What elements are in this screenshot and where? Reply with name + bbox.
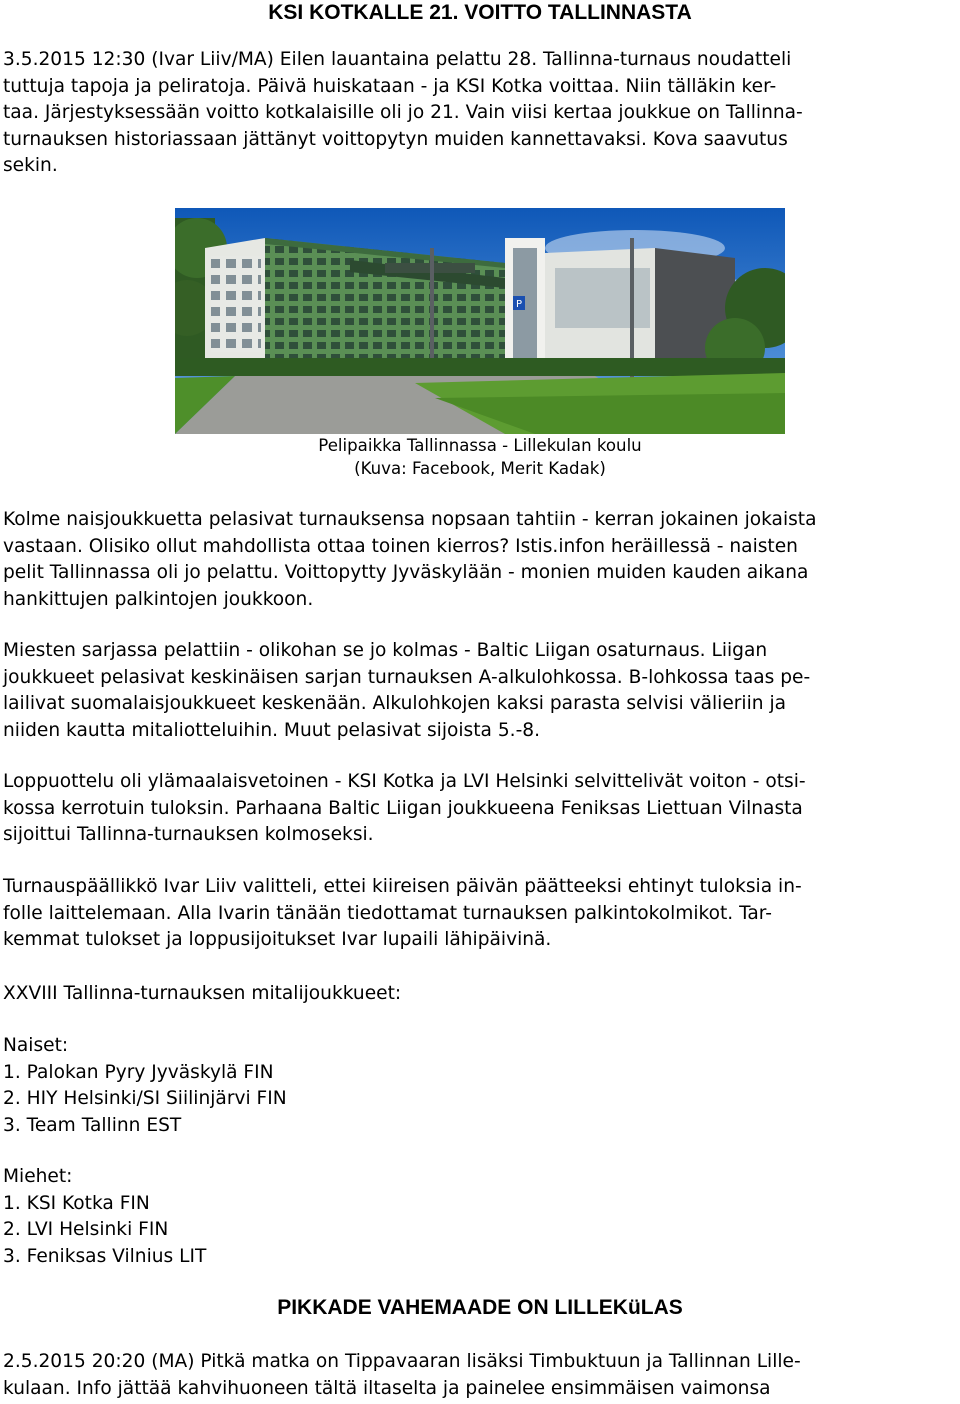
text-line: lailivat suomalaisjoukkueet keskenään. Alkulohkojen kaksi parasta selvisi välieriin ja	[3, 693, 787, 714]
text-line: Kolme naisjoukkuetta pelasivat turnauksensa nopsaan tahtiin - kerran jokainen jokaista	[3, 509, 817, 530]
school-building-photo	[175, 208, 785, 434]
text-line: kulaan. Info jättää kahvihuoneen tältä iltaselta ja painelee ensimmäisen vaimonsa	[3, 1377, 771, 1399]
article-2-title: PIKKADE VAHEMAADE ON LILLEKüLAS	[277, 1296, 683, 1319]
text-line: turnauksen historiassaan jättänyt voittopytyn muiden kannettavaksi. Kova saavutus	[3, 128, 788, 150]
text-line: hankittujen palkintojen joukkoon.	[3, 588, 314, 610]
list-item: 2. LVI Helsinki FIN	[3, 1219, 169, 1240]
article-1-paragraph-4	[3, 874, 955, 954]
text-line: vastaan. Olisiko ollut mahdollista ottaa toinen kierros? Istis.infon heräillessä - naisten	[3, 535, 798, 557]
text-line: Miesten sarjassa pelattiin - olikohan se jo kolmas - Baltic Liigan osaturnaus. Liigan	[3, 640, 768, 661]
text-line: Turnauspäällikkö Ivar Liiv valitteli, ettei kiireisen päivän päätteeksi ehtinyt tuloksia in-	[3, 876, 802, 897]
text-line: Loppuottelu oli ylämaalaisvetoinen - KSI Kotka ja LVI Helsinki selvittelivät voiton - otsi-	[3, 771, 806, 792]
list-item: 3. Team Tallinn EST	[3, 1114, 182, 1136]
text-line: 3.5.2015 12:30 (Ivar Liiv/MA) Eilen lauantaina pelattu 28. Tallinna-turnaus noudatteli	[3, 49, 792, 70]
text-line: sekin.	[3, 155, 58, 176]
text-line: tuttuja tapoja ja peliratoja. Päivä huiskataan - ja KSI Kotka voittaa. Niin tälläkin ker-	[3, 75, 777, 97]
list-item: 2. HIY Helsinki/SI Siilinjärvi FIN	[3, 1088, 287, 1109]
women-medal-list	[3, 1033, 955, 1139]
text-line: taa. Järjestyksessään voitto kotkalaisille oli jo 21. Vain viisi kertaa joukkue on Tallinna-	[3, 102, 803, 123]
women-label: Naiset:	[3, 1035, 69, 1056]
text-line: joukkueet pelasivat keskinäisen sarjan turnauksen A-alkulohkossa. B-lohkossa taas pe-	[3, 666, 811, 688]
text-line: niiden kautta mitaliotteluihin. Muut pelasivat sijoista 5.-8.	[3, 719, 541, 741]
photo-caption-line-2: (Kuva: Facebook, Merit Kadak)	[354, 459, 606, 478]
men-label: Miehet:	[3, 1166, 73, 1187]
list-item: 1. KSI Kotka FIN	[3, 1192, 150, 1214]
photo-caption-line-1: Pelipaikka Tallinnassa - Lillekulan koulu	[318, 436, 642, 455]
text-line: folle laittelemaan. Alla Ivarin tänään tiedottamat turnauksen palkintokolmikot. Tar-	[3, 902, 772, 924]
text-line: kemmat tulokset ja loppusijoitukset Ivar lupaili lähipäivinä.	[3, 929, 552, 950]
men-medal-list	[3, 1164, 955, 1270]
article-2-intro	[3, 1349, 955, 1402]
text-line: pelit Tallinnassa oli jo pelattu. Voittopytty Jyväskylään - monien muiden kauden aikana	[3, 562, 809, 583]
medals-heading: XXVIII Tallinna-turnauksen mitalijoukkueet:	[3, 983, 402, 1004]
text-line: sijoittui Tallinna-turnauksen kolmoseksi.	[3, 824, 374, 845]
list-item: 1. Palokan Pyry Jyväskylä FIN	[3, 1061, 274, 1083]
text-line: 2.5.2015 20:20 (MA) Pitkä matka on Tippavaaran lisäksi Timbuktuun ja Tallinnan Lille-	[3, 1351, 801, 1372]
list-item: 3. Feniksas Vilnius LIT	[3, 1245, 207, 1267]
parking-sign-letter: P	[515, 299, 523, 310]
article-1-paragraph-1	[3, 507, 955, 613]
article-1-paragraph-3	[3, 769, 955, 849]
article-1-paragraph-2	[3, 638, 955, 744]
text-line: kossa kerrotuin tuloksin. Parhaana Baltic Liigan joukkueena Feniksas Liettuan Vilnasta	[3, 797, 803, 819]
article-1-intro	[3, 47, 955, 180]
article-1-title: KSI KOTKALLE 21. VOITTO TALLINNASTA	[268, 1, 692, 24]
